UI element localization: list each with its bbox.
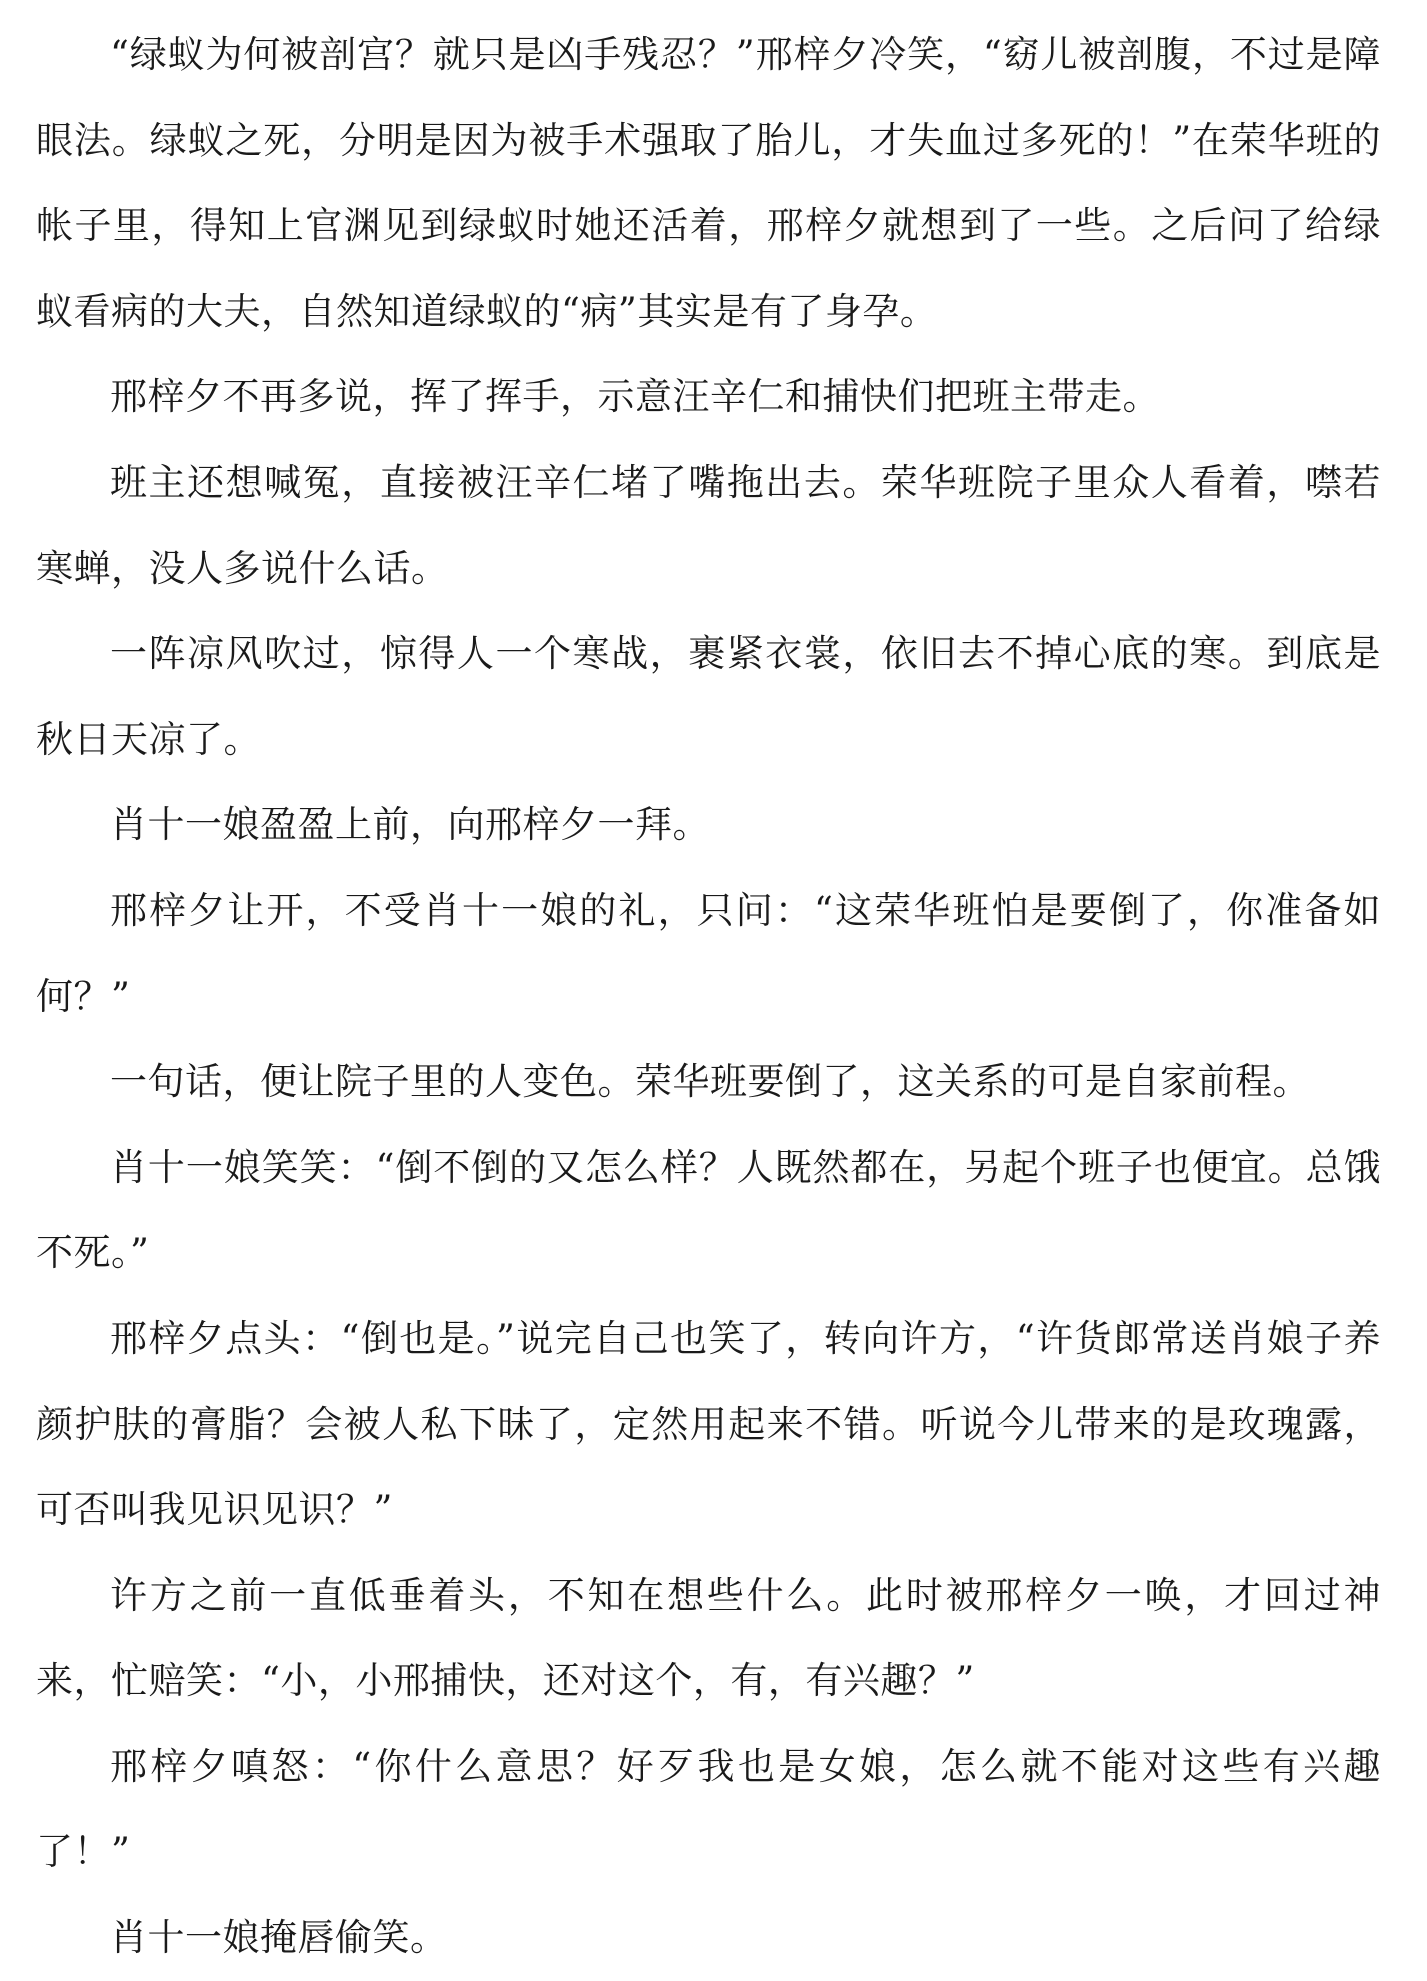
paragraph: 许方之前一直低垂着头，不知在想些什么。此时被邢梓夕一唤，才回过神来，忙赔笑：“小，小邢捕快，还对这个，有，有兴趣？” bbox=[36, 1573, 1381, 1703]
paragraph: 肖十一娘掩唇偷笑。 bbox=[110, 1916, 448, 1960]
paragraph: “绿蚁为何被剖宫？就只是凶手残忍？”邢梓夕冷笑，“窈儿被剖腹，不过是障眼法。绿蚁之死，分明是因为被手术强取了胎儿，才失血过多死的！”在荣华班的帐子里，得知上官渊见到绿蚁时她还活着，邢梓夕就想到了一些。之后问了给绿蚁看病的大夫，自然知道绿蚁的“病”其实是有了身孕。 bbox=[36, 33, 1381, 333]
paragraph: 邢梓夕点头：“倒也是。”说完自己也笑了，转向许方，“许货郎常送肖娘子养颜护肤的膏脂？会被人私下昧了，定然用起来不错。听说今儿带来的是玫瑰露，可否叫我见识见识？” bbox=[36, 1316, 1381, 1532]
document-body bbox=[36, 12, 1381, 1981]
paragraph: 邢梓夕不再多说，挥了挥手，示意汪辛仁和捕快们把班主带走。 bbox=[110, 375, 1160, 419]
paragraph: 班主还想喊冤，直接被汪辛仁堵了嘴拖出去。荣华班院子里众人看着，噤若寒蝉，没人多说什么话。 bbox=[36, 460, 1381, 590]
paragraph: 邢梓夕让开，不受肖十一娘的礼，只问：“这荣华班怕是要倒了，你准备如何？” bbox=[36, 888, 1381, 1018]
paragraph: 一阵凉风吹过，惊得人一个寒战，裹紧衣裳，依旧去不掉心底的寒。到底是秋日天凉了。 bbox=[36, 632, 1381, 761]
paragraph: 一句话，便让院子里的人变色。荣华班要倒了，这关系的可是自家前程。 bbox=[110, 1060, 1310, 1104]
paragraph: 肖十一娘盈盈上前，向邢梓夕一拜。 bbox=[110, 803, 710, 847]
paragraph: 肖十一娘笑笑：“倒不倒的又怎么样？人既然都在，另起个班子也便宜。总饿不死。” bbox=[36, 1145, 1381, 1275]
paragraph: 邢梓夕嗔怒：“你什么意思？好歹我也是女娘，怎么就不能对这些有兴趣了！” bbox=[36, 1744, 1381, 1874]
